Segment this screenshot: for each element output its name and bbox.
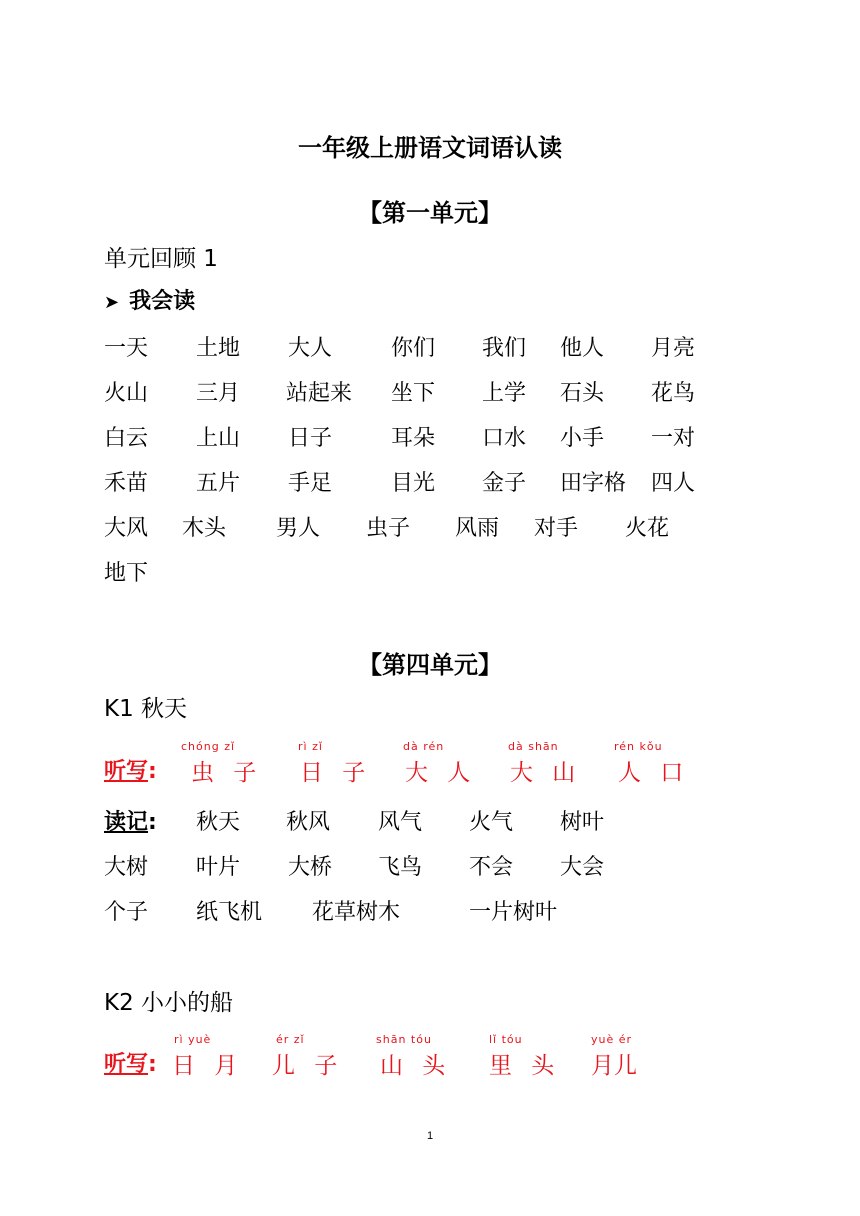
dictation-label-text: 听写 <box>104 1052 149 1077</box>
word: 你们 <box>391 336 436 361</box>
word: 他人 <box>560 336 605 361</box>
pinyin: dà shān <box>508 740 559 753</box>
word: 目光 <box>391 471 436 496</box>
word: 上山 <box>196 426 241 451</box>
pinyin: lǐ tóu <box>489 1033 523 1046</box>
hanzi: 日 月 <box>172 1053 244 1079</box>
unit4-heading: 【第四单元】 <box>358 651 502 679</box>
pinyin: rén kǒu <box>614 740 663 753</box>
hanzi: 人 口 <box>618 760 690 786</box>
word: 风气 <box>378 810 423 835</box>
read-label-text: 读记 <box>104 810 149 835</box>
word: 秋天 <box>196 810 241 835</box>
arrow-bullet-icon: ➤ <box>104 292 120 313</box>
word: 大会 <box>560 855 605 880</box>
lesson-k1-title: K1 秋天 <box>104 696 188 722</box>
word: 大桥 <box>288 855 333 880</box>
k1-read-label: 读记: <box>104 810 157 835</box>
word: 火气 <box>469 810 514 835</box>
pinyin: shān tóu <box>376 1033 432 1046</box>
hanzi: 大 山 <box>510 760 582 786</box>
unit1-heading: 【第一单元】 <box>358 199 502 227</box>
dictation-label-text: 听写 <box>104 759 149 784</box>
pinyin: dà rén <box>403 740 445 753</box>
word: 个子 <box>104 900 149 925</box>
word: 上学 <box>482 381 527 406</box>
word: 一片树叶 <box>469 900 558 925</box>
page-number: 1 <box>426 1130 434 1142</box>
k1-dictation-label: 听写: <box>104 759 157 784</box>
unit1-subhead <box>104 284 195 315</box>
word: 一天 <box>104 336 149 361</box>
word: 大树 <box>104 855 149 880</box>
word: 火山 <box>104 381 149 406</box>
subhead-label: 我会读 <box>129 289 196 314</box>
hanzi: 儿 子 <box>272 1053 344 1079</box>
word: 手足 <box>288 471 333 496</box>
k2-dictation-label: 听写: <box>104 1052 157 1077</box>
hanzi: 虫 子 <box>191 760 263 786</box>
word: 田字格 <box>560 471 627 496</box>
word: 不会 <box>469 855 514 880</box>
word: 花草树木 <box>312 900 401 925</box>
pinyin: rì yuè <box>174 1033 212 1046</box>
hanzi: 大 人 <box>405 760 477 786</box>
word: 纸飞机 <box>196 900 263 925</box>
word: 花鸟 <box>651 381 696 406</box>
word: 耳朵 <box>391 426 436 451</box>
word: 男人 <box>276 516 321 541</box>
word: 虫子 <box>366 516 411 541</box>
pinyin: rì zǐ <box>298 740 323 753</box>
word: 坐下 <box>391 381 436 406</box>
word: 月亮 <box>651 336 696 361</box>
word: 石头 <box>560 381 605 406</box>
word: 地下 <box>104 561 149 586</box>
word: 大人 <box>288 336 333 361</box>
unit1-review-title: 单元回顾 1 <box>104 246 218 272</box>
word: 一对 <box>651 426 696 451</box>
hanzi: 里 头 <box>489 1053 561 1079</box>
hanzi: 山 头 <box>380 1053 452 1079</box>
word: 金子 <box>482 471 527 496</box>
word: 三月 <box>196 381 241 406</box>
word: 木头 <box>182 516 227 541</box>
pinyin: ér zǐ <box>276 1033 305 1046</box>
word: 火花 <box>625 516 670 541</box>
word: 站起来 <box>286 381 353 406</box>
document-title: 一年级上册语文词语认读 <box>298 134 562 162</box>
word: 风雨 <box>455 516 500 541</box>
word: 小手 <box>560 426 605 451</box>
word: 飞鸟 <box>378 855 423 880</box>
word: 四人 <box>651 471 696 496</box>
word: 大风 <box>104 516 149 541</box>
word: 日子 <box>288 426 333 451</box>
word: 禾苗 <box>104 471 149 496</box>
pinyin: chóng zǐ <box>181 740 236 753</box>
word: 白云 <box>104 426 149 451</box>
hanzi: 日 子 <box>300 760 372 786</box>
word: 秋风 <box>286 810 331 835</box>
word: 我们 <box>482 336 527 361</box>
word: 五片 <box>196 471 241 496</box>
lesson-k2-title: K2 小小的船 <box>104 990 234 1016</box>
hanzi: 月儿 <box>591 1053 637 1079</box>
word: 叶片 <box>196 855 241 880</box>
word: 树叶 <box>560 810 605 835</box>
word: 口水 <box>482 426 527 451</box>
pinyin: yuè ér <box>591 1033 633 1046</box>
word: 对手 <box>534 516 579 541</box>
word: 土地 <box>196 336 241 361</box>
